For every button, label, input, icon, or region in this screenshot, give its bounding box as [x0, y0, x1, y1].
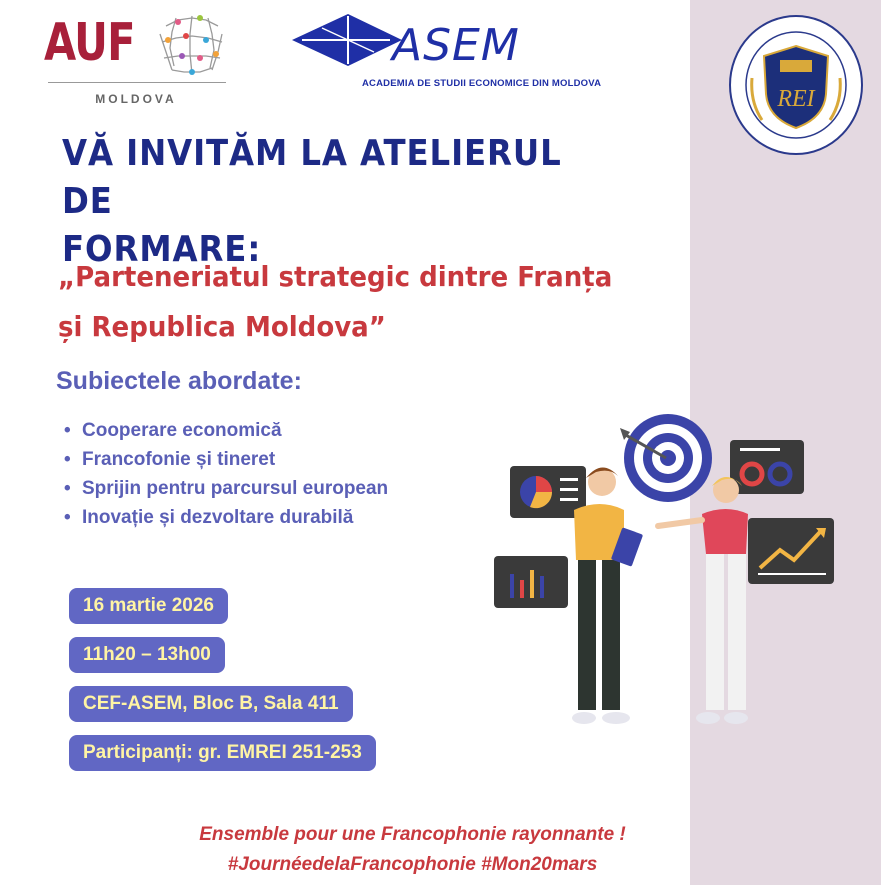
target-icon: [620, 414, 712, 502]
headline-line-1: VĂ INVITĂM LA ATELIERUL DE: [62, 133, 562, 222]
auf-divider: [48, 82, 226, 83]
bar-chart-card: [494, 556, 568, 608]
auf-logo-text: AUF: [44, 13, 135, 73]
workshop-title-line-2: și Republica Moldova”: [58, 310, 386, 343]
topic-item: • Cooperare economică: [62, 416, 442, 445]
woman-figure: [658, 477, 748, 724]
asem-emblem-icon: [292, 10, 402, 74]
topic-item: • Francofonie și tineret: [62, 445, 442, 474]
date-badge: 16 martie 2026: [69, 588, 228, 624]
auf-logo: [44, 8, 228, 108]
participants-badge: Participanți: gr. EMREI 251-253: [69, 735, 376, 771]
headline-line-2: FORMARE:: [62, 229, 262, 270]
rei-seal: [728, 14, 864, 156]
topics-heading: Subiectele abordate:: [56, 367, 302, 395]
time-badge: 11h20 – 13h00: [69, 637, 225, 673]
asem-logo-text: ASEM: [392, 20, 520, 71]
workshop-title: [58, 252, 653, 352]
topic-item: • Inovație și dezvoltare durabilă: [62, 503, 442, 532]
footer-slogan: Ensemble pour une Francophonie rayonnante !: [199, 824, 626, 845]
rei-seal-icon: [728, 14, 864, 156]
auf-globe-icon: [156, 12, 228, 78]
topic-item: • Sprijin pentru parcursul european: [62, 474, 442, 503]
topics-list: [62, 416, 442, 532]
asem-logo: [292, 8, 602, 92]
location-badge: CEF-ASEM, Bloc B, Sala 411: [69, 686, 353, 722]
footer-hashtags: #JournéedelaFrancophonie #Mon20mars: [227, 854, 598, 875]
growth-chart-card: [748, 518, 834, 584]
asem-logo-subtitle: ACADEMIA DE STUDII ECONOMICE DIN MOLDOVA: [362, 78, 602, 89]
rei-seal-initials: REI: [777, 86, 815, 112]
donut-chart-card: [730, 440, 804, 494]
workshop-title-line-1: „Parteneriatul strategic dintre Franța: [58, 260, 613, 293]
illustration: [490, 410, 840, 740]
auf-logo-subtitle: MOLDOVA: [95, 92, 177, 106]
